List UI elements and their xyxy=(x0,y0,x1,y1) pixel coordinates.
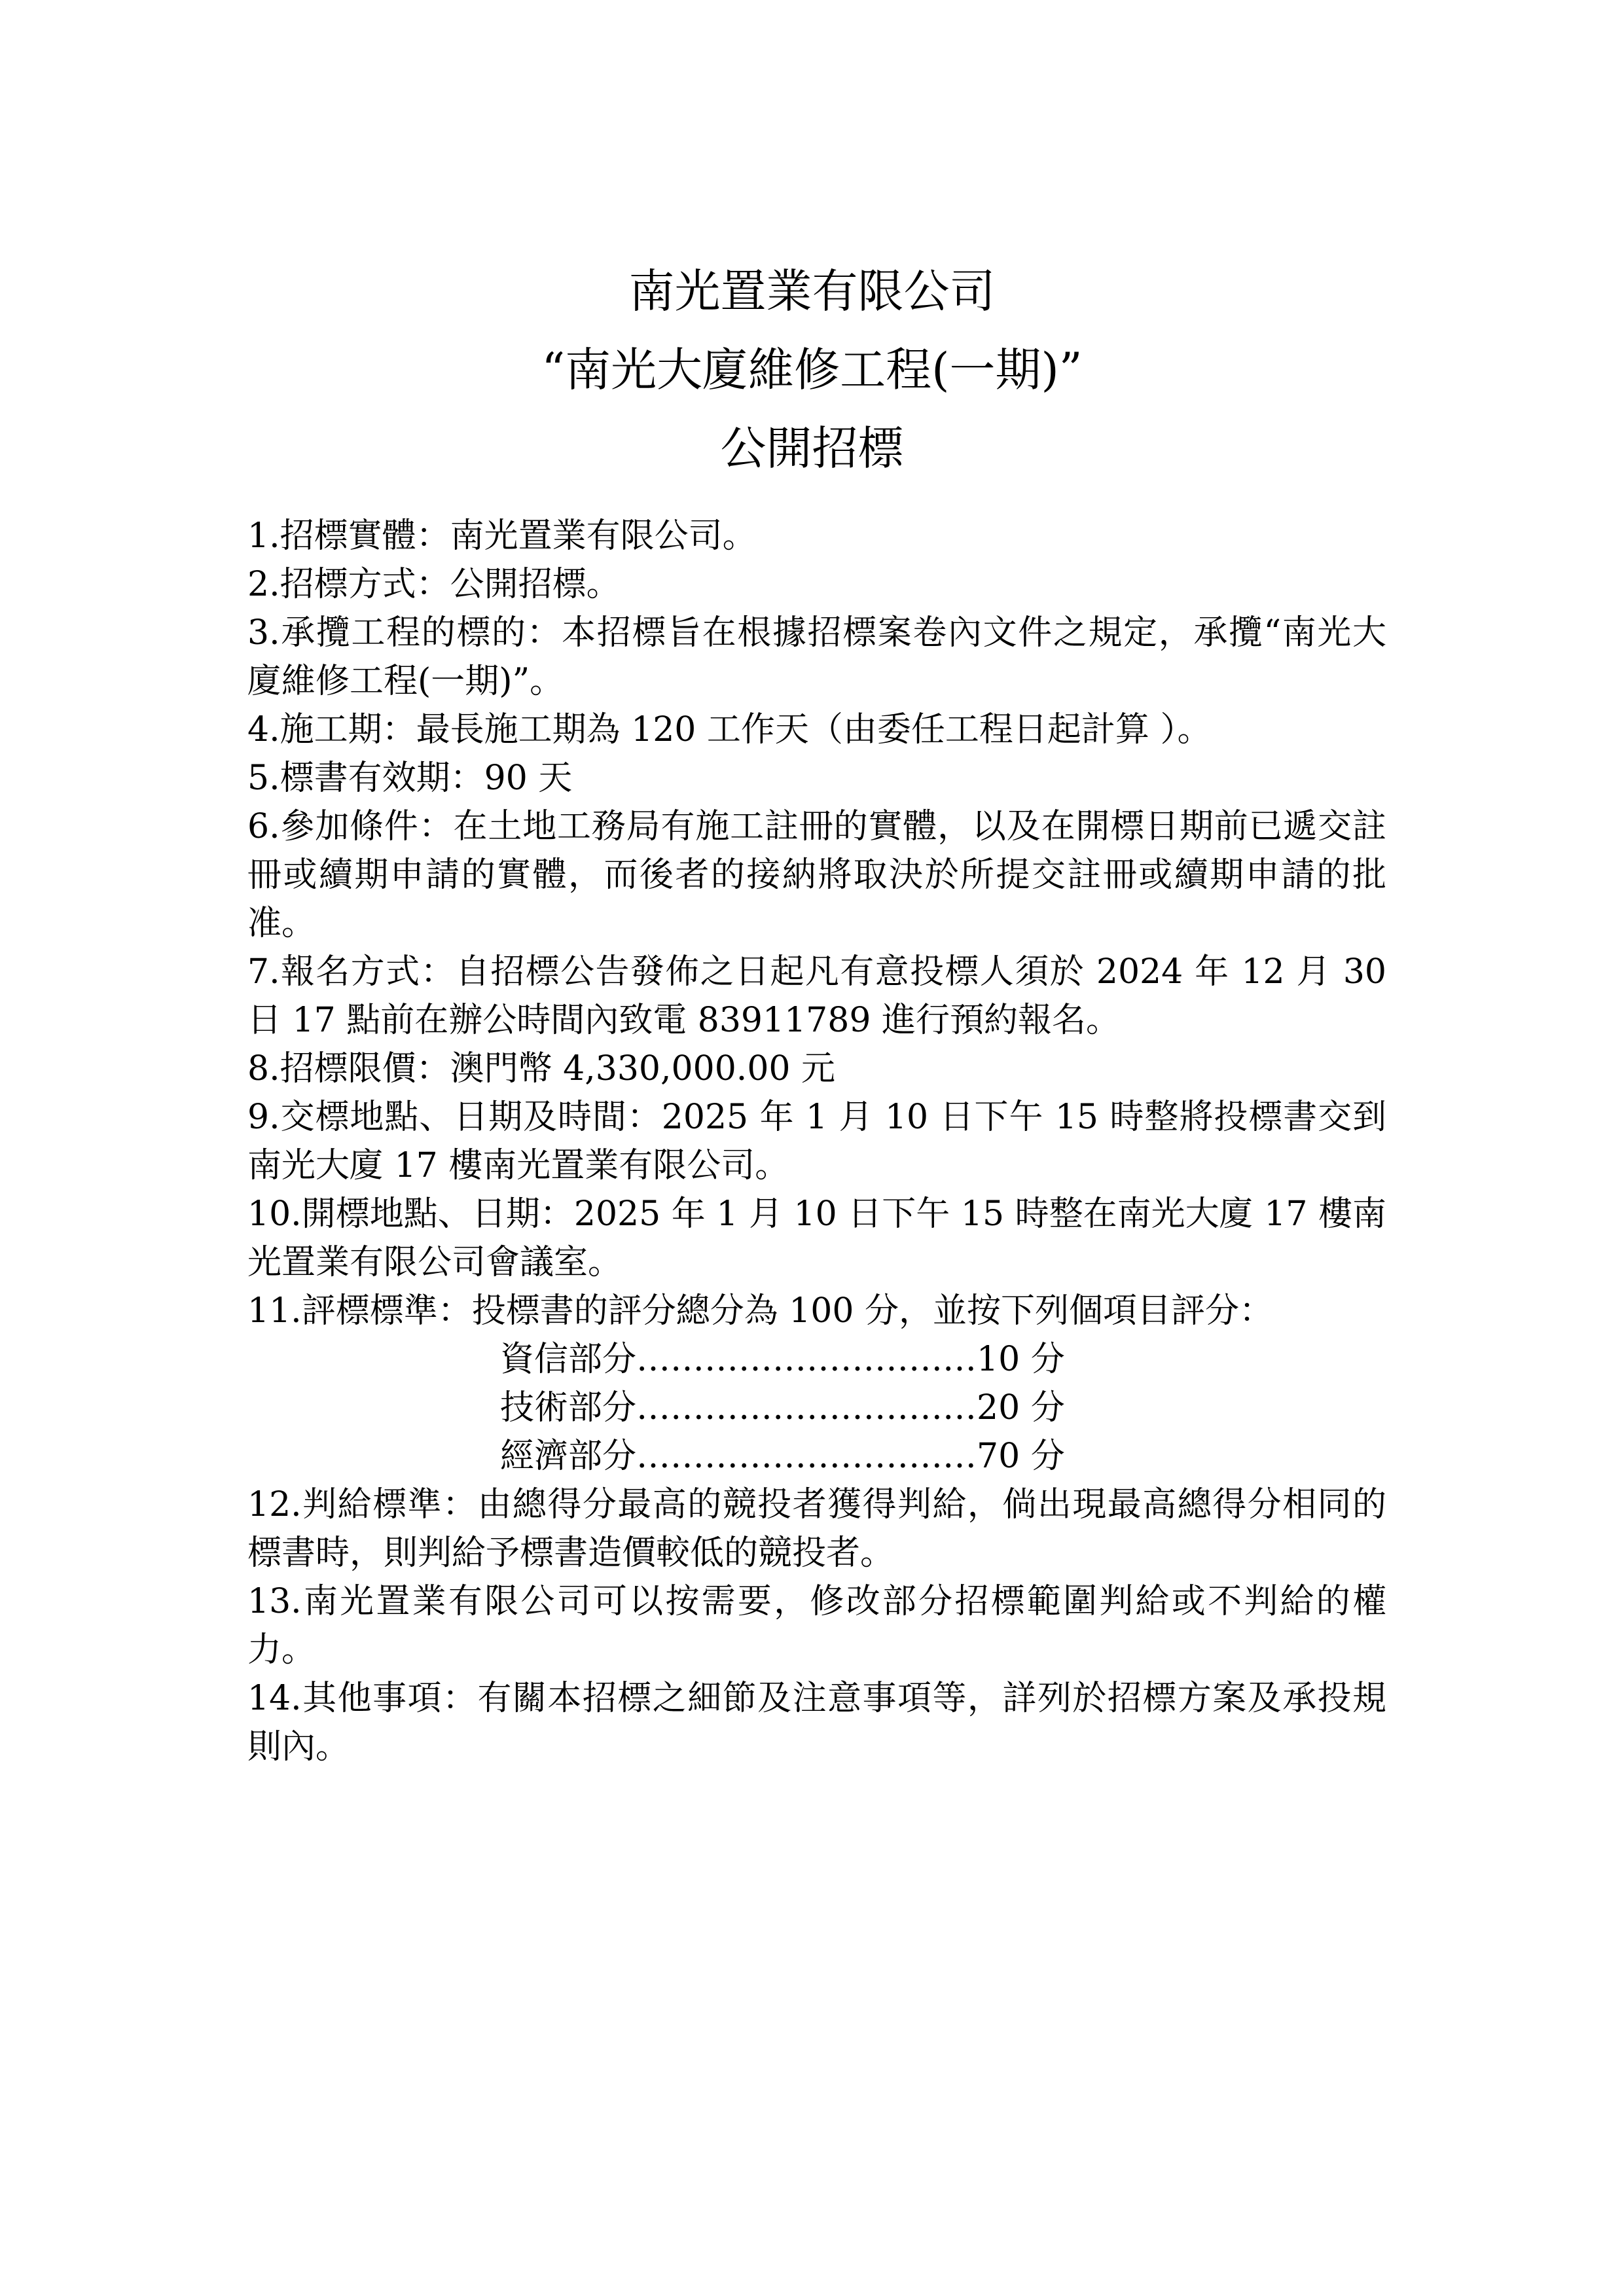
term-3-contract-object: 3.承攬工程的標的：本招標旨在根據招標案卷內文件之規定，承攬“南光大廈維修工程(一期)”。 xyxy=(247,613,1386,701)
score-row-technical: 技術部分…………………………20 分 xyxy=(500,1388,1065,1427)
term-7-registration: 7.報名方式：自招標公告發佈之日起凡有意投標人須於 2024 年 12 月 30 日 17 點前在辦公時間內致電 83911789 進行預約報名。 xyxy=(247,952,1386,1040)
term-8-price-limit: 8.招標限價：澳門幣 4,330,000.00 元 xyxy=(247,1049,836,1088)
term-2-tender-method: 2.招標方式：公開招標。 xyxy=(247,565,621,604)
tender-terms xyxy=(247,512,1386,1771)
term-9-submission: 9.交標地點、日期及時間：2025 年 1 月 10 日下午 15 時整將投標書交到南光大廈 17 樓南光置業有限公司。 xyxy=(247,1098,1386,1185)
score-row-economic: 經濟部分…………………………70 分 xyxy=(500,1437,1065,1476)
document-header xyxy=(0,252,1624,488)
term-6-participation-conditions: 6.參加條件：在土地工務局有施工註冊的實體，以及在開標日期前已遞交註冊或續期申請的實體，而後者的接納將取決於所提交註冊或續期申請的批准。 xyxy=(247,807,1386,943)
term-5-validity: 5.標書有效期：90 天 xyxy=(247,759,573,798)
term-12-award-criteria: 12.判給標準：由總得分最高的競投者獲得判給，倘出現最高總得分相同的標書時，則判給予標書造價較低的競投者。 xyxy=(247,1485,1386,1573)
term-14-other-matters: 14.其他事項：有關本招標之細節及注意事項等，詳列於招標方案及承投規則內。 xyxy=(247,1679,1386,1767)
term-13-rights: 13.南光置業有限公司可以按需要，修改部分招標範圍判給或不判給的權力。 xyxy=(247,1582,1386,1670)
project-name: “南光大廈維修工程(一期)” xyxy=(541,343,1083,397)
company-name: 南光置業有限公司 xyxy=(628,264,996,318)
score-row-qualification: 資信部分…………………………10 分 xyxy=(500,1340,1065,1379)
term-11-evaluation-criteria: 11.評標標準：投標書的評分總分為 100 分，並按下列個項目評分： xyxy=(247,1291,1274,1331)
term-10-opening: 10.開標地點、日期：2025 年 1 月 10 日下午 15 時整在南光大廈 17 樓南光置業有限公司會議室。 xyxy=(247,1194,1386,1282)
term-1-tender-entity: 1.招標實體：南光置業有限公司。 xyxy=(247,516,757,556)
document-title: 公開招標 xyxy=(720,422,904,475)
term-4-construction-period: 4.施工期：最長施工期為 120 工作天（由委任工程日起計算 ）。 xyxy=(247,710,1212,749)
